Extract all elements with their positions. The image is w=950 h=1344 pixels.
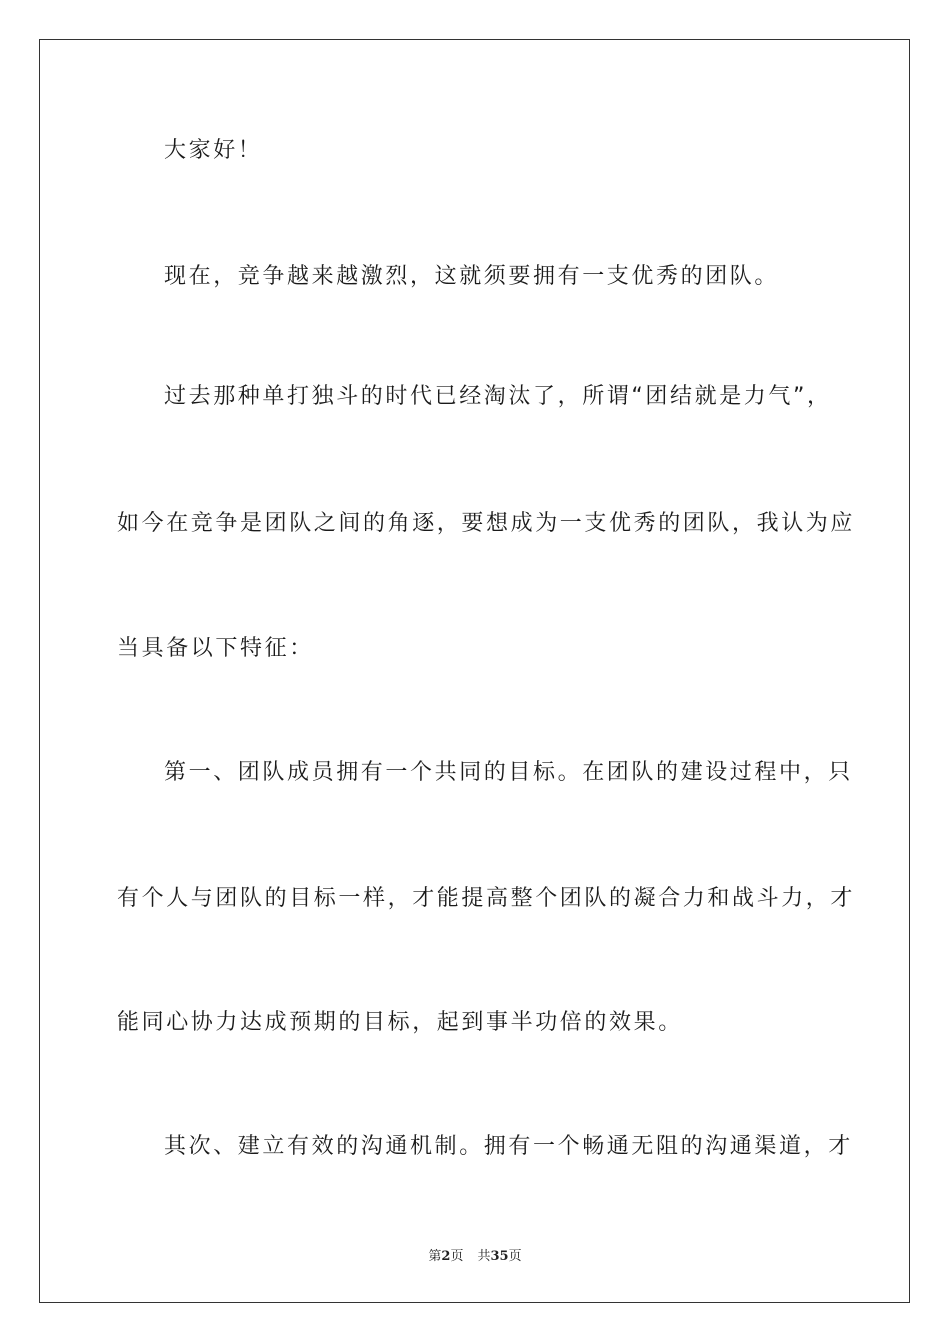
page-number: 2: [441, 1249, 451, 1264]
paragraph-line: 过去那种单打独斗的时代已经淘汰了，所谓“团结就是力气”，: [164, 384, 832, 409]
paragraph-line: 第一、团队成员拥有一个共同的目标。在团队的建设过程中，只: [164, 760, 853, 785]
paragraph-line: 现在，竞争越来越激烈，这就须要拥有一支优秀的团队。: [164, 264, 780, 289]
page-border: [39, 39, 910, 1303]
paragraph-line: 其次、建立有效的沟通机制。拥有一个畅通无阻的沟通渠道，才: [164, 1134, 853, 1159]
paragraph-line: 如今在竞争是团队之间的角逐，要想成为一支优秀的团队，我认为应: [117, 511, 856, 536]
page-prefix: 第: [428, 1249, 442, 1264]
total-suffix: 页: [508, 1249, 522, 1264]
paragraph-line: 当具备以下特征：: [117, 636, 314, 661]
page-footer: [0, 1248, 950, 1266]
paragraph-greeting: 大家好！: [164, 138, 263, 163]
page-suffix: 页: [450, 1249, 464, 1264]
paragraph-line: 能同心协力达成预期的目标，起到事半功倍的效果。: [117, 1010, 683, 1035]
total-pages: 35: [490, 1249, 509, 1264]
paragraph-line: 有个人与团队的目标一样，才能提高整个团队的凝合力和战斗力，才: [117, 886, 856, 911]
total-prefix: 共: [477, 1249, 491, 1264]
